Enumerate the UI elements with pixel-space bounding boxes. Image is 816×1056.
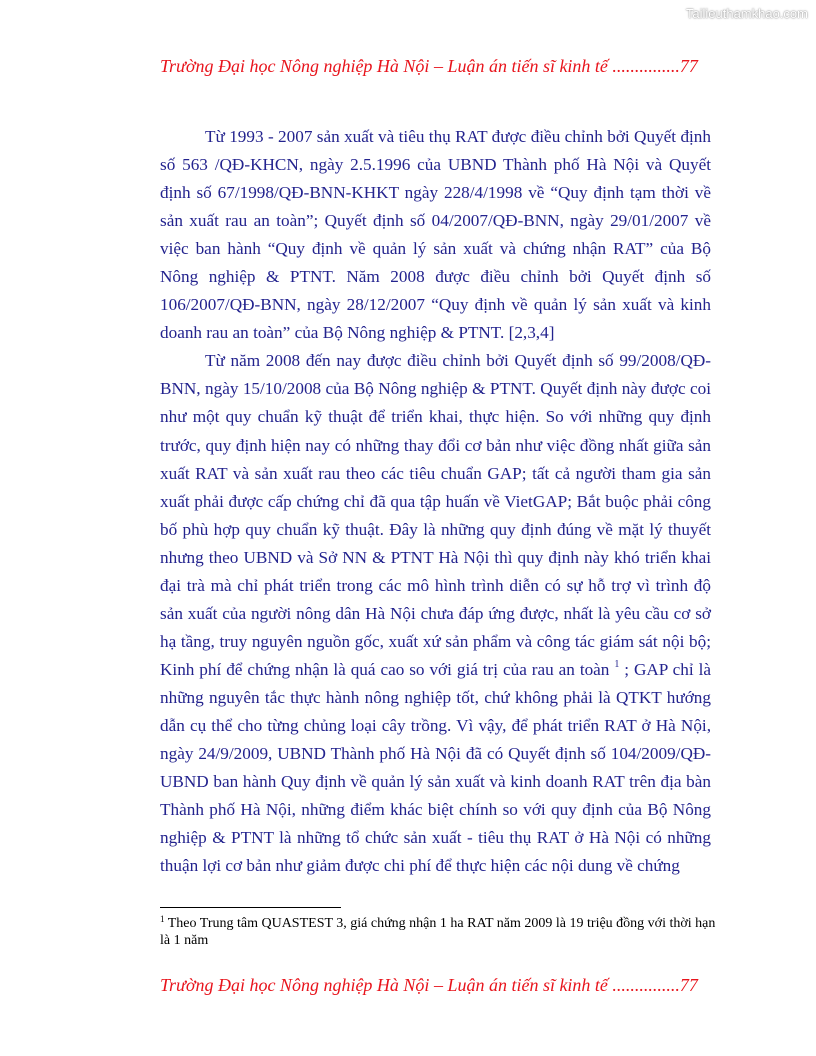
paragraph-2-part-2: ; GAP chỉ là những nguyên tắc thực hành nông nghiệp tốt, chứ không phải là QTKT hướng dẫn cụ thể cho từng chủng loại cây trồng. Vì vậy, để phát triển RAT ở Hà Nội, ngày 24/9/2009, UBND Thành phố Hà Nội đã có Quyết định số 104/2009/QĐ-UBND ban hành Quy định về quản lý sản xuất và kinh doanh RAT trên địa bàn Thành phố Hà Nội, những điểm khác biệt chính so với quy định của Bộ Nông nghiệp & PTNT là những tổ chức sản xuất - tiêu thụ RAT ở Hà Nội có những thuận lợi cơ bản như giảm được chi phí để thực hiện các nội dung về chứng	[160, 659, 712, 876]
paragraph-2	[160, 347, 711, 880]
footnote-divider	[160, 907, 341, 908]
page-header: Trường Đại học Nông nghiệp Hà Nội – Luận án tiến sĩ kinh tế ...............77	[160, 56, 698, 76]
paragraph-1: Từ 1993 - 2007 sản xuất và tiêu thụ RAT được điều chỉnh bởi Quyết định số 563 /QĐ-KHCN, ngày 2.5.1996 của UBND Thành phố Hà Nội và Quyết định số 67/1998/QĐ-BNN-KHKT ngày 228/4/1998 về “Quy định tạm thời về sản xuất rau an toàn”; Quyết định số 04/2007/QĐ-BNN, ngày 29/01/2007 về việc ban hành “Quy định về quản lý sản xuất và chứng nhận RAT” của Bộ Nông nghiệp & PTNT. Năm 2008 được điều chỉnh bởi Quyết định số 106/2007/QĐ-BNN, ngày 28/12/2007 “Quy định về quản lý sản xuất và kinh doanh rau an toàn” của Bộ Nông nghiệp & PTNT. [2,3,4]	[160, 127, 711, 343]
paragraph-2-part-1: Từ năm 2008 đến nay được điều chỉnh bởi Quyết định số 99/2008/QĐ-BNN, ngày 15/10/2008 của Bộ Nông nghiệp & PTNT. Quyết định này được coi như một quy chuẩn kỹ thuật để triển khai, thực hiện. So với những quy định trước, quy định hiện nay có những thay đổi cơ bản như việc đồng nhất giữa sản xuất RAT và sản xuất rau theo các tiêu chuẩn GAP; tất cả người tham gia sản xuất phải được cấp chứng chỉ đã qua tập huấn về VietGAP; Bắt buộc phải công bố phù hợp quy chuẩn kỹ thuật. Đây là những quy định đúng về mặt lý thuyết nhưng theo UBND và Sở NN & PTNT Hà Nội thì quy định này khó triển khai đại trà mà chỉ phát triển trong các mô hình trình diễn có sự hỗ trợ vì trình độ sản xuất của người nông dân Hà Nội chưa đáp ứng được, nhất là yêu cầu cơ sở hạ tầng, truy nguyên nguồn gốc, xuất xứ sản phẩm và công tác giám sát nội bộ; Kinh phí để chứng nhận là quá cao so với giá trị của rau an toàn	[160, 351, 711, 679]
footnote-marker: 1	[160, 914, 165, 924]
page-footer: Trường Đại học Nông nghiệp Hà Nội – Luận án tiến sĩ kinh tế ...............77	[160, 975, 698, 995]
footnote	[160, 915, 720, 949]
footnote-text: Theo Trung tâm QUASTEST 3, giá chứng nhận 1 ha RAT năm 2009 là 19 triệu đồng với thời hạn là 1 năm	[160, 916, 716, 948]
footnote-reference[interactable]: 1	[614, 658, 620, 670]
watermark: Tailieuthamkhao.com	[685, 6, 808, 21]
body-text	[160, 123, 711, 880]
